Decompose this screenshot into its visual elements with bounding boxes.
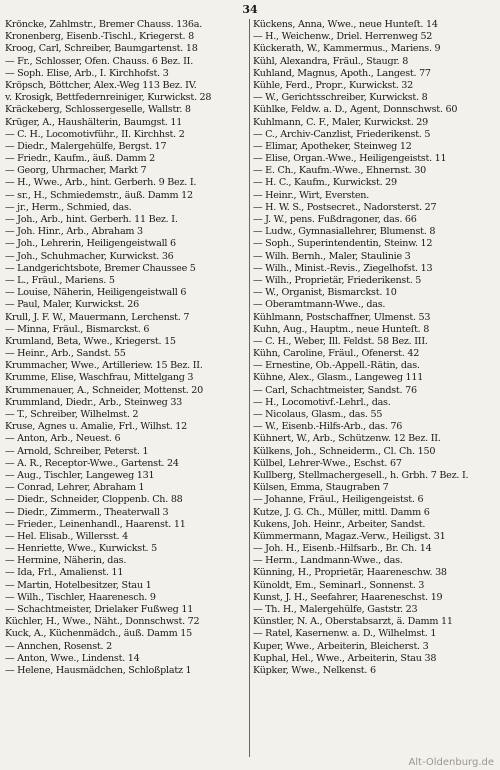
directory-entry: — Aug., Tischler, Langeweg 131 [5,469,155,481]
directory-entry: — Soph., Superintendentin, Steinw. 12 [253,238,433,250]
directory-entry: — Herm., Landmann-Wwe., das. [253,555,403,567]
directory-entry: — Th. H., Malergehülfe, Gaststr. 23 [253,604,418,615]
directory-entry: — Conrad, Lehrer, Abraham 1 [5,482,145,494]
directory-entry: — Landgerichtsbote, Bremer Chaussee 5 [5,262,196,274]
directory-entry: Kühlke, Feldw. a. D., Agent, Donnschwst. 60 [253,104,458,116]
directory-entry: Kröncke, Zahlmstr., Bremer Chauss. 136a. [5,19,203,30]
directory-entry: — Anton, Arb., Neuest. 6 [5,433,121,445]
directory-entry: — Annchen, Rosenst. 2 [5,640,112,652]
directory-entry: Kullberg, Stellmachergesell., h. Grbh. 7 Bez. I. [253,469,469,481]
directory-entry: Kuhlmann, C. F., Maler, Kurwickst. 29 [253,116,429,128]
directory-entry: Kuhland, Magnus, Apoth., Langest. 77 [253,67,431,79]
directory-entry: Kühn, Caroline, Fräul., Ofenerst. 42 [253,348,420,360]
directory-entry: — T., Schreiber, Wilhelmst. 2 [5,409,139,420]
directory-entry: Kühle, Ferd., Propr., Kurwickst. 32 [253,79,414,91]
directory-entry: — Joh., Schuhmacher, Kurwickst. 36 [5,250,174,262]
directory-entry: — H., Locomotivf.-Lehrl., das. [253,396,391,408]
directory-entry: — H. W. S., Postsecret., Nadorsterst. 27 [253,201,437,213]
directory-entry: — Hel. Elisab., Willersst. 4 [5,530,128,542]
directory-entry: — C. H., Weber, Ill. Feldst. 58 Bez. III. [253,335,428,347]
directory-entry: — Diedr., Malergehülfe, Bergst. 17 [5,140,167,152]
directory-entry: — Diedr., Zimmerm., Theaterwall 3 [5,506,169,518]
directory-entry: — Hermine, Näherin, das. [5,555,127,567]
directory-entry: — Henriette, Wwe., Kurwickst. 5 [5,543,158,555]
directory-entry: Kümmermann, Magaz.-Verw., Heiligst. 31 [253,530,446,542]
directory-entry: Kuhn, Aug., Hauptm., neue Hunteſt. 8 [253,323,430,335]
directory-entry: — jr., Herm., Schmied, das. [5,201,132,213]
directory-entry: Kröpsch, Böttcher, Alex.-Weg 113 Bez. IV. [5,79,197,91]
directory-entry: Kroog, Carl, Schreiber, Baumgartenst. 18 [5,43,198,55]
directory-entry: Krull, J. F. W., Mauermann, Lerchenst. 7 [5,311,190,323]
directory-column-left [5,19,249,677]
directory-column-right [253,19,497,677]
directory-entry: — H., Weichenw., Driel. Herrenweg 52 [253,31,433,43]
directory-entry: v. Krosigk, Bettfedernreiniger, Kurwickst. 28 [5,92,212,104]
directory-entry: — A. R., Receptor-Wwe., Gartenst. 24 [5,457,179,469]
directory-entry: — Wilh., Proprietär, Friederikenst. 5 [253,274,422,286]
directory-entry: Külkens, Joh., Schneiderm., Cl. Ch. 150 [253,445,436,457]
directory-entry: — Heinr., Arb., Sandst. 55 [5,348,126,360]
directory-entry: — Ratel, Kasernenw. a. D., Wilhelmst. 1 [253,628,437,640]
directory-entry: Krumme, Elise, Waschfrau, Mittelgang 3 [5,372,194,384]
directory-entry: Kühne, Alex., Glasm., Langeweg 111 [253,372,424,384]
directory-entry: — Joh., Lehrerin, Heiligengeistwall 6 [5,238,176,250]
directory-entry: Kühnert, W., Arb., Schützenw. 12 Bez. II. [253,433,441,445]
directory-entry: — Schachtmeister, Drielaker Fußweg 11 [5,604,194,615]
directory-entry: — Diedr., Schneider, Cloppenb. Ch. 88 [5,494,183,506]
directory-entry: Kutze, J. G. Ch., Müller, mittl. Damm 6 [253,506,430,518]
directory-entry: — Arnold, Schreiber, Peterst. 1 [5,445,149,457]
watermark: Alt-Oldenburg.de [408,757,494,768]
directory-entry: — E. Ch., Kaufm.-Wwe., Ehnernst. 30 [253,165,426,177]
directory-entry: — Fr., Schlosser, Ofen. Chauss. 6 Bez. II. [5,55,194,67]
directory-entry: Kühl, Alexandra, Fräul., Staugr. 8 [253,55,409,67]
directory-entry: — Oberamtmann-Wwe., das. [253,299,386,311]
directory-entry: — Wilh., Tischler, Haarenesch. 9 [5,591,156,603]
directory-entry: Kunst, J. H., Seefahrer, Haareneschst. 19 [253,591,443,603]
directory-entry: — Wilh., Minist.-Revis., Ziegelhofst. 13 [253,262,433,274]
directory-entry: Künstler, N. A., Oberstabsarzt, ä. Damm 11 [253,616,453,628]
directory-entry: Külbel, Lehrer-Wwe., Eschst. 67 [253,457,402,469]
directory-entry: — sr., H., Schmiedemstr., äuß. Damm 12 [5,189,193,201]
directory-entry: — J. W., pens. Fußdragoner, das. 66 [253,214,417,225]
directory-entry: — Anton, Wwe., Lindenst. 14 [5,652,140,664]
directory-entry: — Joh., Arb., hint. Gerberh. 11 Bez. I. [5,214,178,225]
directory-entry: Krumland, Beta, Wwe., Kriegerst. 15 [5,335,176,347]
directory-entry: Kruse, Agnes u. Amalie, Frl., Wilhst. 12 [5,421,188,433]
directory-entry: — Elise, Organ.-Wwe., Heiligengeistst. 11 [253,153,447,165]
directory-entry: — Johanne, Fräul., Heiligengeistst. 6 [253,494,424,506]
directory-entry: — Friedr., Kaufm., äuß. Damm 2 [5,153,155,165]
directory-entry: — Ida, Frl., Amalienst. 11 [5,567,124,579]
directory-entry: — W., Organist, Bismarckst. 10 [253,287,397,299]
directory-entry: — Paul, Maler, Kurwickst. 26 [5,299,139,311]
directory-entry: — Louise, Näherin, Heiligengeistwall 6 [5,287,187,299]
directory-entry: — Minna, Fräul., Bismarckst. 6 [5,323,150,335]
directory-entry: — Ludw., Gymnasiallehrer, Blumenst. 8 [253,226,436,238]
directory-entry: Küchler, H., Wwe., Näht., Donnschwst. 72 [5,616,200,628]
directory-entry: — Elimar, Apotheker, Steinweg 12 [253,140,412,152]
directory-entry: — H. C., Kaufm., Kurwickst. 29 [253,177,397,189]
column-divider [249,19,250,757]
directory-entry: — C., Archiv-Canzlist, Friederikenst. 5 [253,128,431,140]
directory-entry: Kuphal, Hel., Wwe., Arbeiterin, Stau 38 [253,652,437,664]
directory-entry: Krummenauer, A., Schneider, Mottenst. 20 [5,384,204,396]
directory-entry: — Joh. Hinr., Arb., Abraham 3 [5,226,143,238]
directory-entry: Kuper, Wwe., Arbeiterin, Bleicherst. 3 [253,640,429,652]
directory-entry: — Carl, Schachtmeister, Sandst. 76 [253,384,417,396]
page-number: 34 [242,3,258,16]
directory-entry: Külsen, Emma, Staugraben 7 [253,482,389,494]
directory-entry: — Ernestine, Ob.-Appell.-Rätin, das. [253,360,420,372]
directory-entry: — Martin, Hotelbesitzer, Stau 1 [5,579,152,591]
directory-entry: — Wilh. Bernh., Maler, Staulinie 3 [253,250,411,262]
directory-entry: Künoldt, Em., Seminarl., Sonnenst. 3 [253,579,425,591]
directory-entry: Krüger, A., Haushälterin, Baumgst. 11 [5,116,183,128]
directory-entry: Krummacher, Wwe., Artilleriew. 15 Bez. II. [5,360,203,372]
directory-entry: — H., Wwe., Arb., hint. Gerberh. 9 Bez. I. [5,177,197,189]
directory-entry: Künning, H., Proprietär, Haareneschw. 38 [253,567,447,579]
directory-entry: Kuck, A., Küchenmädch., äuß. Damm 15 [5,628,192,640]
directory-entry: — Helene, Hausmädchen, Schloßplatz 1 [5,664,192,676]
directory-entry: Kückerath, W., Kammermus., Mariens. 9 [253,43,441,55]
directory-entry: — L., Fräul., Mariens. 5 [5,274,115,286]
directory-entry: — Nicolaus, Glasm., das. 55 [253,409,383,420]
directory-entry: Küpker, Wwe., Nelkenst. 6 [253,664,376,676]
directory-entry: — Frieder., Leinenhandl., Haarenst. 11 [5,518,186,530]
directory-entry: — Heinr., Wirt, Eversten. [253,189,370,201]
directory-entry: — Soph. Elise, Arb., I. Kirchhofst. 3 [5,67,169,79]
directory-entry: — W., Eisenb.-Hilfs-Arb., das. 76 [253,421,403,433]
directory-entry: Kukens, Joh. Heinr., Arbeiter, Sandst. [253,518,426,530]
directory-entry: Kückens, Anna, Wwe., neue Hunteſt. 14 [253,19,438,30]
directory-entry: — Georg, Uhrmacher, Markt 7 [5,165,147,177]
directory-entry: Kühlmann, Postschaffner, Ulmenst. 53 [253,311,431,323]
directory-entry: — Joh. H., Eisenb.-Hilfsarb., Br. Ch. 14 [253,543,432,555]
directory-entry: Kräckeberg, Schlossergeselle, Wallstr. 8 [5,104,191,116]
directory-entry: Kronenberg, Eisenb.-Tischl., Kriegerst. 8 [5,31,194,43]
directory-entry: — C. H., Locomotivführ., II. Kirchhst. 2 [5,128,185,140]
directory-entry: Krummland, Diedr., Arb., Steinweg 33 [5,396,183,408]
directory-entry: — W., Gerichtsschreiber, Kurwickst. 8 [253,92,428,104]
